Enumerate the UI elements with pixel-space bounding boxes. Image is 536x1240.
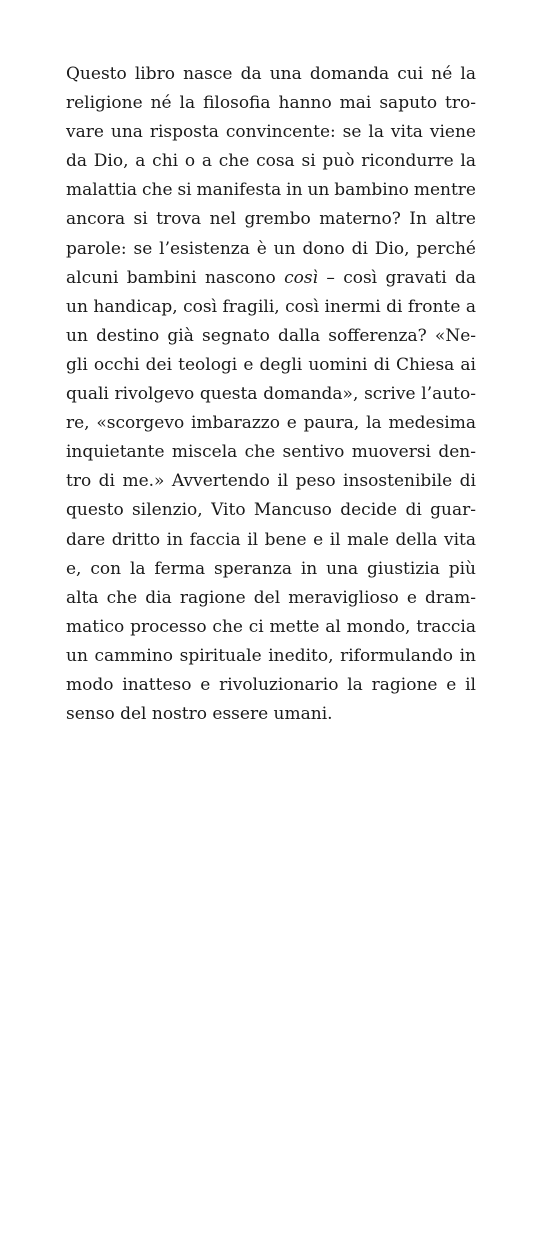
text-line: dare dritto in faccia il bene e il male della vita bbox=[66, 529, 476, 550]
text-line-last: senso del nostro essere umani. bbox=[66, 704, 333, 725]
text-line: gli occhi dei teologi e degli uomini di Chiesa ai bbox=[66, 354, 476, 375]
text-line: parole: se l’esistenza è un dono di Dio, perché bbox=[66, 238, 476, 259]
book-description bbox=[66, 60, 476, 729]
text-line: da Dio, a chi o a che cosa si può ricondurre la bbox=[66, 151, 476, 172]
text-line: e, con la ferma speranza in una giustizia più bbox=[66, 558, 476, 579]
text-line: ancora si trova nel grembo materno? In altre bbox=[66, 209, 476, 230]
text-line: un cammino spirituale inedito, riformulando in bbox=[66, 645, 476, 666]
text-line: matico processo che ci mette al mondo, traccia bbox=[66, 616, 476, 637]
text-line: un handicap, così fragili, così inermi di fronte a bbox=[66, 296, 476, 317]
text-line: inquietante miscela che sentivo muoversi den- bbox=[66, 442, 476, 463]
text-line: malattia che si manifesta in un bambino mentre bbox=[66, 180, 476, 201]
text-line: quali rivolgevo questa domanda», scrive l’auto- bbox=[66, 384, 476, 405]
text-segment: alcuni bambini nascono bbox=[66, 267, 285, 288]
text-line-with-italic bbox=[66, 264, 476, 293]
italic-word: così bbox=[284, 267, 318, 288]
text-line: religione né la filosofia hanno mai saputo tro- bbox=[66, 93, 476, 114]
text-line: Questo libro nasce da una domanda cui né la bbox=[66, 64, 476, 84]
text-line: un destino già segnato dalla sofferenza? «Ne- bbox=[66, 325, 476, 346]
text-line: modo inatteso e rivoluzionario la ragione e il bbox=[66, 674, 476, 695]
text-line: re, «scorgevo imbarazzo e paura, la medesima bbox=[66, 413, 476, 434]
text-line: alta che dia ragione del meraviglioso e dram- bbox=[66, 587, 476, 608]
text-line: questo silenzio, Vito Mancuso decide di guar- bbox=[66, 500, 476, 521]
text-line: vare una risposta convincente: se la vita viene bbox=[66, 122, 476, 143]
text-line: tro di me.» Avvertendo il peso insostenibile di bbox=[66, 471, 476, 492]
text-segment: – così gravati da bbox=[318, 267, 476, 288]
